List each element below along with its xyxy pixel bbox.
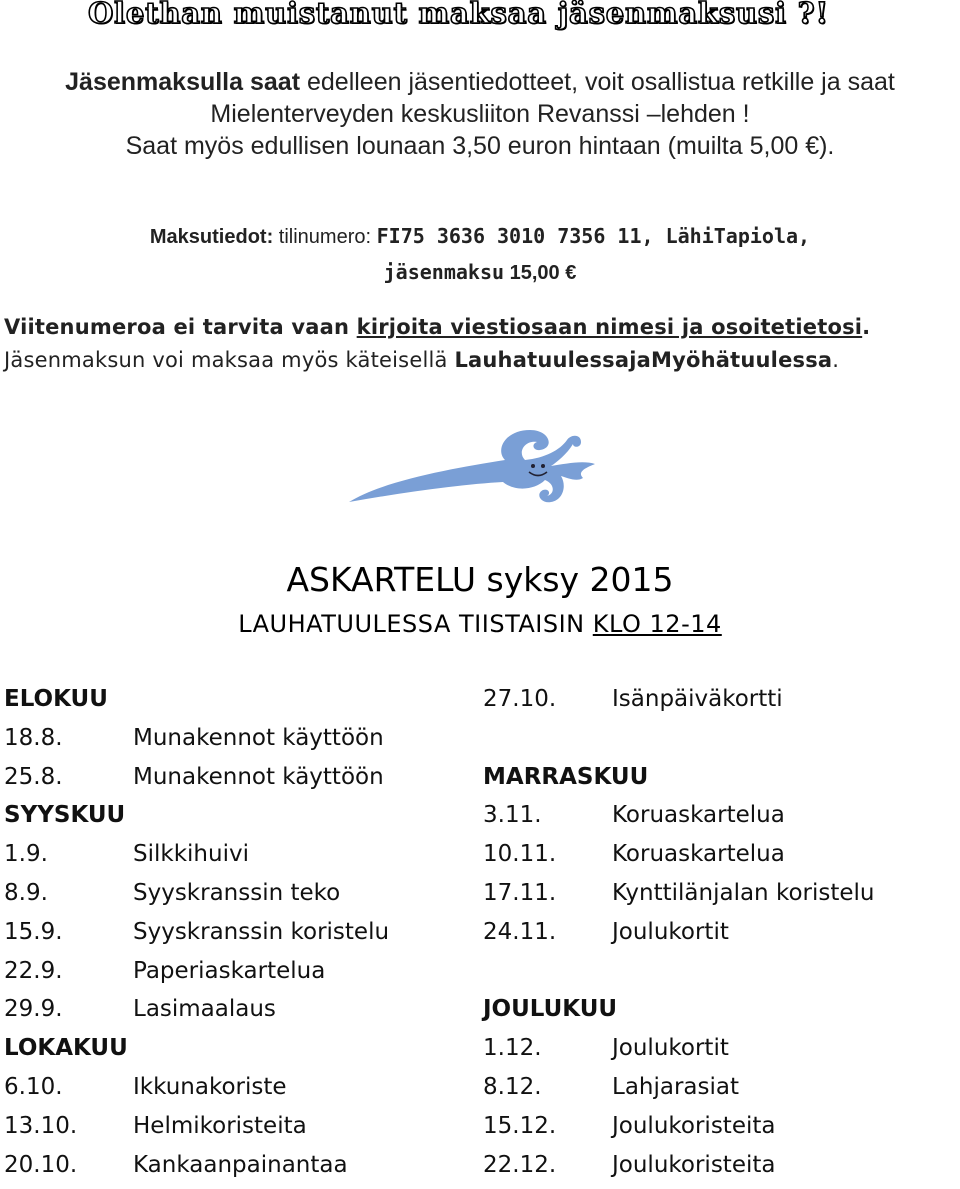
- schedule-activity: Joulukortit: [612, 1035, 729, 1062]
- schedule-month-heading: MARRASKUU: [483, 763, 649, 790]
- schedule-month-heading: ELOKUU: [4, 686, 108, 712]
- schedule-activity: Joulukoristeita: [612, 1151, 776, 1178]
- schedule-date: 3.11.: [483, 802, 542, 829]
- schedule-activity: Joulukortit: [612, 918, 729, 945]
- schedule-activity: Syyskranssin teko: [133, 880, 341, 906]
- schedule-activity: Lasimaalaus: [133, 996, 276, 1023]
- note-line-1-end: .: [862, 315, 871, 339]
- wind-mascot-logo: [345, 420, 605, 515]
- schedule-activity: Syyskranssin koristelu: [133, 918, 390, 945]
- schedule-date: 1.9.: [4, 841, 48, 868]
- payment-account: FI75 3636 3010 7356 11, LähiTapiola,: [376, 224, 811, 248]
- intro-line-3: Saat myös edullisen lounaan 3,50 euron hintaan (muilta 5,00 €).: [125, 132, 835, 160]
- schedule-activity: Silkkihuivi: [133, 841, 249, 868]
- payment-fee-label: jäsenmaksu: [383, 260, 505, 284]
- section-subheading: [0, 610, 960, 638]
- schedule-activity: Munakennot käyttöön: [133, 763, 384, 790]
- page-title: Olethan muistanut maksaa jäsenmaksusi ?!: [88, 0, 829, 30]
- schedule-date: 27.10.: [483, 686, 557, 712]
- intro-line-1: [0, 68, 960, 97]
- schedule-activity: Joulukoristeita: [612, 1112, 776, 1139]
- intro-bold-lead: Jäsenmaksulla saat: [65, 68, 301, 96]
- subheading-plain: LAUHATUULESSA TIISTAISIN: [238, 610, 593, 638]
- schedule-left-column: [4, 686, 474, 1186]
- schedule-activity: Koruaskartelua: [612, 802, 785, 829]
- schedule-activity: Ikkunakoriste: [133, 1074, 287, 1100]
- schedule-date: 22.12.: [483, 1151, 557, 1178]
- payment-fee-value: 15,00 €: [504, 262, 577, 284]
- schedule-right-column: [483, 686, 953, 1186]
- schedule-date: 29.9.: [4, 996, 63, 1023]
- payment-label-normal: tilinumero:: [273, 226, 377, 248]
- note-line-1: [4, 315, 870, 339]
- section-heading: ASKARTELU syksy 2015: [286, 560, 674, 599]
- note-line-2-start: Jäsenmaksun voi maksaa myös käteisellä: [4, 348, 455, 372]
- payment-line-2: [0, 260, 960, 285]
- schedule-date: 20.10.: [4, 1151, 78, 1178]
- schedule-date: 10.11.: [483, 841, 557, 868]
- schedule-date: 22.9.: [4, 957, 63, 984]
- wind-mascot-icon: [345, 420, 605, 510]
- note-line-2: [4, 348, 839, 372]
- note-bold: Viitenumeroa ei tarvita vaan: [4, 315, 357, 339]
- schedule-activity: Kynttilänjalan koristelu: [612, 880, 875, 906]
- note-line-2-end: .: [832, 348, 840, 372]
- schedule-month-heading: LOKAKUU: [4, 1035, 128, 1062]
- schedule-activity: Paperiaskartelua: [133, 957, 326, 984]
- schedule-date: 6.10.: [4, 1074, 63, 1100]
- schedule-date: 13.10.: [4, 1112, 78, 1139]
- schedule-activity: Helmikoristeita: [133, 1112, 307, 1139]
- schedule-date: 15.9.: [4, 918, 63, 945]
- intro-line-2: Mielenterveyden keskusliiton Revanssi –lehden !: [210, 100, 750, 128]
- schedule-activity: Koruaskartelua: [612, 841, 785, 868]
- schedule-date: 15.12.: [483, 1112, 557, 1139]
- schedule-date: 25.8.: [4, 763, 63, 790]
- schedule-month-heading: SYYSKUU: [4, 802, 126, 829]
- schedule-month-heading: JOULUKUU: [483, 996, 618, 1023]
- payment-label-bold: Maksutiedot:: [149, 226, 274, 248]
- note-locations: LauhatuulessajaMyöhätuulessa: [454, 348, 833, 372]
- schedule-date: 1.12.: [483, 1035, 542, 1062]
- payment-line-1: [0, 224, 960, 249]
- schedule-activity: Isänpäiväkortti: [612, 686, 783, 712]
- note-underlined: kirjoita viestiosaan nimesi ja osoitetietosi: [356, 315, 863, 339]
- schedule-date: 24.11.: [483, 918, 557, 945]
- schedule-date: 8.9.: [4, 880, 48, 906]
- schedule-date: 8.12.: [483, 1074, 542, 1100]
- subheading-time: KLO 12-14: [592, 610, 722, 638]
- schedule-activity: Lahjarasiat: [612, 1074, 740, 1100]
- schedule-date: 17.11.: [483, 880, 557, 906]
- intro-line-1-rest: edelleen jäsentiedotteet, voit osallistua retkille ja saat: [300, 68, 895, 96]
- schedule-date: 18.8.: [4, 724, 63, 751]
- schedule-activity: Kankaanpainantaa: [133, 1151, 348, 1178]
- schedule-activity: Munakennot käyttöön: [133, 724, 384, 751]
